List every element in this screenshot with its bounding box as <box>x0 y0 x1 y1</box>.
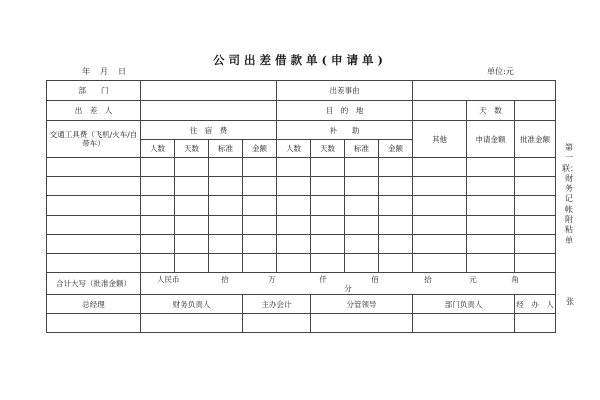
row-signature-labels <box>47 295 556 313</box>
chief-accountant-label: 主办会计 <box>243 295 311 313</box>
destination-field[interactable] <box>413 101 467 121</box>
subsidy-people-header: 人数 <box>277 139 311 157</box>
lodging-header: 住 宿 费 <box>141 121 277 139</box>
handler-signature[interactable] <box>515 313 556 332</box>
unit-jiao: 角 <box>511 274 519 284</box>
unit-qian: 仟 <box>319 274 327 284</box>
unit-label: 单位:元 <box>487 67 514 76</box>
lodging-people-header: 人数 <box>141 139 175 157</box>
days-field[interactable] <box>515 101 556 121</box>
general-manager-label: 总经理 <box>47 295 141 313</box>
dept-head-signature[interactable] <box>413 313 515 332</box>
trip-reason-label: 出差事由 <box>277 81 413 101</box>
general-manager-signature[interactable] <box>47 313 141 332</box>
supervisor-label: 分管领导 <box>311 295 413 313</box>
rmb-label: 人民币 <box>157 274 180 284</box>
trip-reason-field[interactable] <box>413 81 556 101</box>
date-label: 年 月 日 <box>82 67 127 76</box>
table-row <box>47 157 556 176</box>
approved-amount-header: 批准金额 <box>515 121 556 157</box>
destination-label: 目 的 地 <box>277 101 413 121</box>
lodging-days-header: 天数 <box>175 139 209 157</box>
subsidy-days-header: 天数 <box>311 139 345 157</box>
row-department <box>47 81 556 101</box>
handler-label: 经 办 人 <box>515 295 556 313</box>
unit-shi-1: 拾 <box>221 274 229 284</box>
dept-head-label: 部门负责人 <box>413 295 515 313</box>
table-row <box>47 177 556 196</box>
total-amount-field[interactable] <box>141 273 556 295</box>
transport-header: 交通工具费（飞机/火车/自带车） <box>47 121 141 157</box>
traveler-label: 出 差 人 <box>47 101 141 121</box>
lodging-amount-header: 金额 <box>243 139 277 157</box>
subsidy-standard-header: 标准 <box>345 139 379 157</box>
table-row <box>47 196 556 215</box>
row-column-headers <box>47 121 556 139</box>
days-label: 天 数 <box>467 101 515 121</box>
copy-note-zhang: 张 <box>566 297 574 306</box>
requested-amount-header: 申请金额 <box>467 121 515 157</box>
department-label: 部 门 <box>47 81 141 101</box>
row-total <box>47 273 556 295</box>
unit-fen: 分 <box>344 283 352 293</box>
unit-yuan: 元 <box>469 274 477 284</box>
unit-wan: 万 <box>268 274 276 284</box>
form-title: 公司出差借款单(申请单) <box>213 53 387 67</box>
row-signature-fields <box>47 313 556 332</box>
other-header: 其他 <box>413 121 467 157</box>
subsidy-header: 补 助 <box>277 121 413 139</box>
finance-head-signature[interactable] <box>141 313 243 332</box>
lodging-standard-header: 标准 <box>209 139 243 157</box>
expense-form-table <box>46 80 556 333</box>
table-row <box>47 215 556 234</box>
table-row <box>47 253 556 272</box>
unit-bai: 佰 <box>371 274 379 284</box>
row-traveler <box>47 101 556 121</box>
department-field[interactable] <box>141 81 277 101</box>
chief-accountant-signature[interactable] <box>243 313 311 332</box>
table-row <box>47 234 556 253</box>
traveler-field[interactable] <box>141 101 277 121</box>
supervisor-signature[interactable] <box>311 313 413 332</box>
total-label: 合计大写（批准金额） <box>47 273 141 295</box>
unit-shi-2: 拾 <box>424 274 432 284</box>
copy-note: 第一联：财务记帐附粘单 <box>562 143 578 245</box>
finance-head-label: 财务负责人 <box>141 295 243 313</box>
subsidy-amount-header: 金额 <box>379 139 413 157</box>
